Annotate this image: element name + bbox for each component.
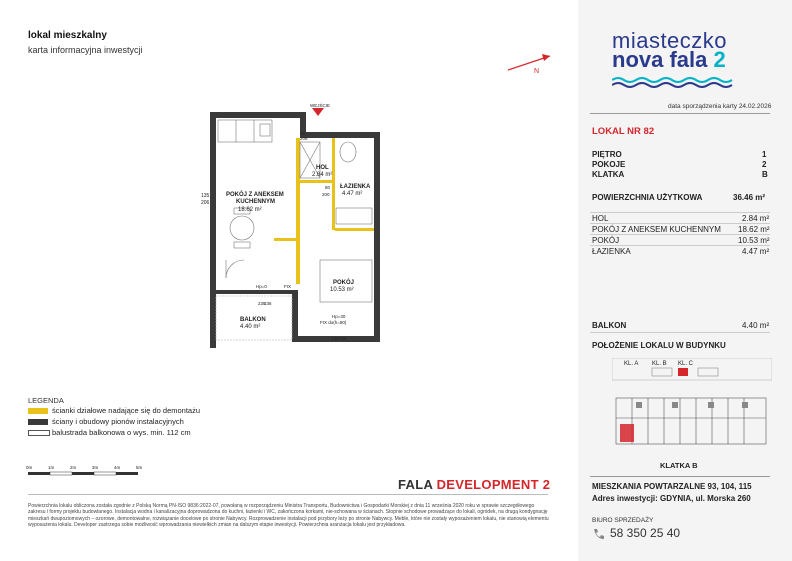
unit-title: LOKAL NR 82 <box>592 126 655 137</box>
legend-item-label: ściany i obudowy pionów instalacyjnych <box>52 417 184 426</box>
dim-label: FIX <box>284 284 292 289</box>
dim-label: FIX do(h=90) <box>320 320 347 325</box>
balcony-label: BALKON <box>592 321 627 330</box>
dim-label: 208 <box>300 136 308 141</box>
plan-room-living-area: 18.62 m² <box>238 207 262 213</box>
legend-title: LEGENDA <box>28 396 64 405</box>
legend-swatch <box>28 419 48 425</box>
date-label: data sporządzenia karty 24.02.2026 <box>668 103 772 110</box>
legend-item-label: balustrada balkonowa o wys. min. 112 cm <box>52 428 191 437</box>
dim-label: 235 <box>258 301 266 306</box>
phone-icon <box>592 528 604 540</box>
room-name: ŁAZIENKA <box>592 247 631 256</box>
plan-room-room: POKÓJ <box>333 280 355 286</box>
dim-label: 135 <box>331 336 339 341</box>
kl-b-label: KL. B <box>652 361 667 367</box>
logo-text-line1: miasteczko <box>612 28 728 53</box>
building-location-plan <box>612 358 772 458</box>
plan-room-balcony: BALKON <box>240 317 266 323</box>
scale-tick-label: 0m <box>26 465 33 470</box>
plan-room-living: POKÓJ Z ANEKSEM <box>226 192 284 198</box>
room-area: 4.47 m² <box>742 247 770 256</box>
svg-text:N: N <box>534 68 540 75</box>
stair-label: KLATKA <box>592 170 625 179</box>
floor-value: 1 <box>762 150 767 159</box>
room-area: 18.62 m² <box>738 225 770 234</box>
location-title: POŁOŻENIE LOKALU W BUDYNKU <box>592 341 726 350</box>
dim-label: 135 <box>201 193 210 199</box>
dim-label: 236 <box>264 301 272 306</box>
balcony-value: 4.40 m² <box>742 321 770 330</box>
plan-room-hol: HOL <box>316 165 329 171</box>
plan-room-living2: KUCHENNYM <box>236 199 275 205</box>
scale-tick-label: 5m <box>136 465 143 470</box>
area-value: 36.46 m² <box>733 193 766 202</box>
scale-tick-label: 4m <box>114 465 121 470</box>
plan-room-hol-area: 2.84 m² <box>312 172 333 178</box>
north-arrow-icon <box>500 48 560 78</box>
project-address: Adres inwestycji: GDYNIA, ul. Morska 260 <box>592 494 751 503</box>
room-name: HOL <box>592 214 609 223</box>
scale-tick-label: 1m <box>48 465 55 470</box>
plan-room-bath: ŁAZIENKA <box>340 184 371 190</box>
logo-waves-icon <box>612 76 742 88</box>
dim-label: 80 <box>325 185 331 190</box>
plan-room-bath-area: 4.47 m² <box>342 191 363 197</box>
disclaimer-text: Powierzchnia lokalu obliczona została zgodnie z Polską Normą PN-ISO 9836:2022-07, powołaną w rozporządzeniu Ministra Transportu, Budownictwa i Gospodarki Morskiej z dnia 11 września 2020 roku w sprawie szczegółowego zakresu i formy projektu budowlanego. Instalacja wodna i kanalizacyjna doprowadzona do kuchni, łazienki i WC, zakończona korkami, nie-schowana w ścianach. Stopnie schodowe prowadzące do lokali, ogródek, na drugą kondygnację mieszkań dwupoziomowych – ozorowe, demontowalne, rozwiązanie docelowe po stronie Nabywcy. Rozprowadzenie instalacji pod przybory leży po stronie Nabywcy. Meble, które nie zostały wyposażeniem lokalu, nie stanowią elementu wyposażenia lokalu. Developer zastrzega sobie możliwość wprowadzania niewielkich zmian na dalszym etapie inwestycji. Powierzchnia aranżacja lokalu jest przykładowa. <box>28 503 549 528</box>
plan-room-balcony-area: 4.40 m² <box>240 324 261 330</box>
dim-label: 200 <box>322 192 330 197</box>
sales-phone[interactable]: 58 350 25 40 <box>610 526 681 540</box>
scale-tick-label: 2m <box>70 465 77 470</box>
dim-label: 206 <box>339 336 347 341</box>
room-area: 2.84 m² <box>742 214 770 223</box>
dim-label: Hp=0 <box>256 284 267 289</box>
legend-swatch <box>28 408 48 414</box>
project-name: MIESZKANIA POWTARZALNE 93, 104, 115 <box>592 482 752 491</box>
plan-room-room-area: 10.53 m² <box>330 287 354 293</box>
page-subtitle: karta informacyjna inwestycji <box>28 45 143 55</box>
kl-c-label: KL. C <box>678 361 694 367</box>
legend-item-label: ścianki działowe nadające się do demontażu <box>52 406 201 415</box>
rooms-value: 2 <box>762 160 767 169</box>
scale-tick-label: 3m <box>92 465 99 470</box>
location-caption: KLATKA B <box>660 461 698 470</box>
dim-label: 90 <box>300 131 306 136</box>
entrance-label: WEJŚCIE <box>310 103 331 108</box>
sales-label: BIURO SPRZEDAŻY <box>592 517 654 524</box>
developer-logo: FALA DEVELOPMENT 2 <box>398 477 551 492</box>
logo-text-line2: nova fala 2 <box>612 47 726 72</box>
area-label: POWIERZCHNIA UŻYTKOWA <box>592 193 703 202</box>
legend-swatch <box>28 430 50 436</box>
room-name: POKÓJ Z ANEKSEM KUCHENNYM <box>592 225 721 234</box>
floor-label: PIĘTRO <box>592 150 622 159</box>
room-name: POKÓJ <box>592 236 620 245</box>
dim-label: 206 <box>201 200 210 206</box>
kl-a-label: KL. A <box>624 361 639 367</box>
dim-label: Hp=30 <box>332 314 346 319</box>
room-area: 10.53 m² <box>738 236 770 245</box>
rooms-label: POKOJE <box>592 160 626 169</box>
stair-value: B <box>762 170 768 179</box>
page-title: lokal mieszkalny <box>28 30 107 41</box>
